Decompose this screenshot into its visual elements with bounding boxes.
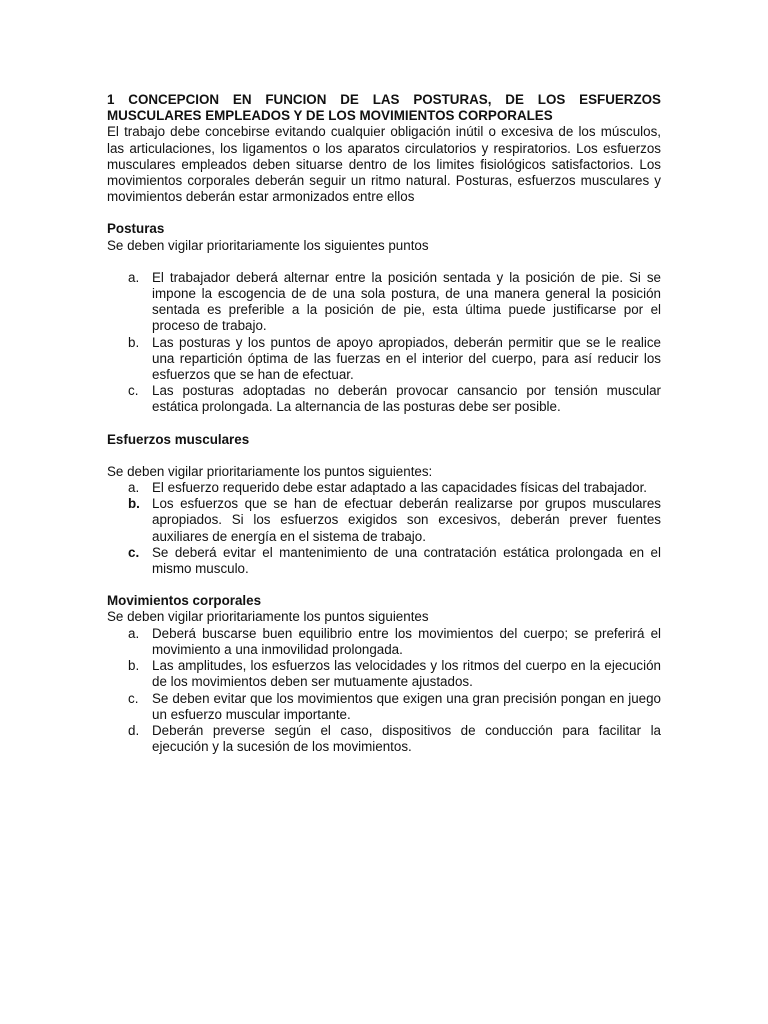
movimientos-title: Movimientos corporales — [107, 593, 262, 609]
posturas-list — [107, 270, 661, 416]
list-marker: d. — [128, 722, 140, 738]
list-item — [107, 658, 661, 690]
list-marker: b. — [128, 334, 140, 350]
posturas-lead: Se deben vigilar prioritariamente los siguientes puntos — [107, 237, 429, 253]
list-item — [107, 480, 661, 496]
list-item — [107, 626, 661, 658]
posturas-title: Posturas — [107, 221, 165, 237]
list-item-text: Se deberá evitar el mantenimiento de una contratación estática prolongada en el mismo musculo. — [152, 544, 661, 577]
list-item-text: El trabajador deberá alternar entre la posición sentada y la posición de pie. Si se impone la escogencia de de una sola postura, de una manera general la posición sentada es preferible a la posición de pie, esta última puede justificarse por el proceso de trabajo. — [152, 269, 661, 334]
list-marker: b. — [128, 496, 140, 512]
list-item — [107, 496, 661, 545]
section-heading: 1 CONCEPCION EN FUNCION DE LAS POSTURAS, DE LOS ESFUERZOS MUSCULARES EMPLEADOS Y DE LOS MOVIMIENTOS CORPORALES — [107, 92, 661, 124]
list-item — [107, 545, 661, 577]
list-item — [107, 383, 661, 415]
list-item-text: Las amplitudes, los esfuerzos las velocidades y los ritmos del cuerpo en la ejecución de los movimientos deben ser mutuamente ajustados. — [152, 658, 661, 690]
list-marker: c. — [128, 383, 139, 399]
intro-paragraph: El trabajo debe concebirse evitando cualquier obligación inútil o excesiva de los músculos, las articulaciones, los ligamentos o los aparatos circulatorios y respiratorios. Los esfuerzos musculares empleados deben situarse dentro de los limites fisiológicos satisfactorios. Los movimientos corporales deberán seguir un ritmo natural. Posturas, esfuerzos musculares y movimientos deberán estar armonizados entre ellos — [107, 124, 661, 205]
list-marker: a. — [128, 480, 140, 496]
list-marker: c. — [128, 544, 140, 560]
list-item — [107, 270, 661, 335]
esfuerzos-title: Esfuerzos musculares — [107, 431, 250, 447]
list-item-text: Las posturas y los puntos de apoyo apropiados, deberán permitir que se le realice una repartición óptima de las fuerzas en el interior del cuerpo, para así reducir los esfuerzos que se han de efectuar. — [152, 334, 661, 383]
esfuerzos-list — [107, 480, 661, 577]
movimientos-lead: Se deben vigilar prioritariamente los puntos siguientes — [107, 609, 429, 625]
list-item-text: El esfuerzo requerido debe estar adaptado a las capacidades físicas del trabajador. — [152, 480, 648, 496]
list-item-text: Deberá buscarse buen equilibrio entre los movimientos del cuerpo; se preferirá el movimiento a una inmovilidad prolongada. — [152, 625, 661, 657]
document-content — [107, 92, 661, 755]
list-item — [107, 723, 661, 755]
list-item-text: Los esfuerzos que se han de efectuar deberán realizarse por grupos musculares apropiados. Si los esfuerzos exigidos son excesivos, deberán prever fuentes auxiliares de energía en el sistema de trabajo. — [152, 496, 661, 544]
list-marker: a. — [128, 625, 140, 641]
list-item-text: Las posturas adoptadas no deberán provocar cansancio por tensión muscular estática prolongada. La alternancia de las posturas debe ser posible. — [152, 383, 661, 415]
list-item — [107, 691, 661, 723]
list-marker: a. — [128, 269, 140, 285]
list-marker: b. — [128, 658, 140, 674]
list-marker: c. — [128, 690, 139, 706]
list-item — [107, 335, 661, 384]
esfuerzos-lead: Se deben vigilar prioritariamente los puntos siguientes: — [107, 463, 433, 479]
list-item-text: Se deben evitar que los movimientos que exigen una gran precisión pongan en juego un esfuerzo muscular importante. — [152, 690, 661, 722]
movimientos-list — [107, 626, 661, 756]
list-item-text: Deberán preverse según el caso, dispositivos de conducción para facilitar la ejecución y la sucesión de los movimientos. — [152, 722, 661, 755]
